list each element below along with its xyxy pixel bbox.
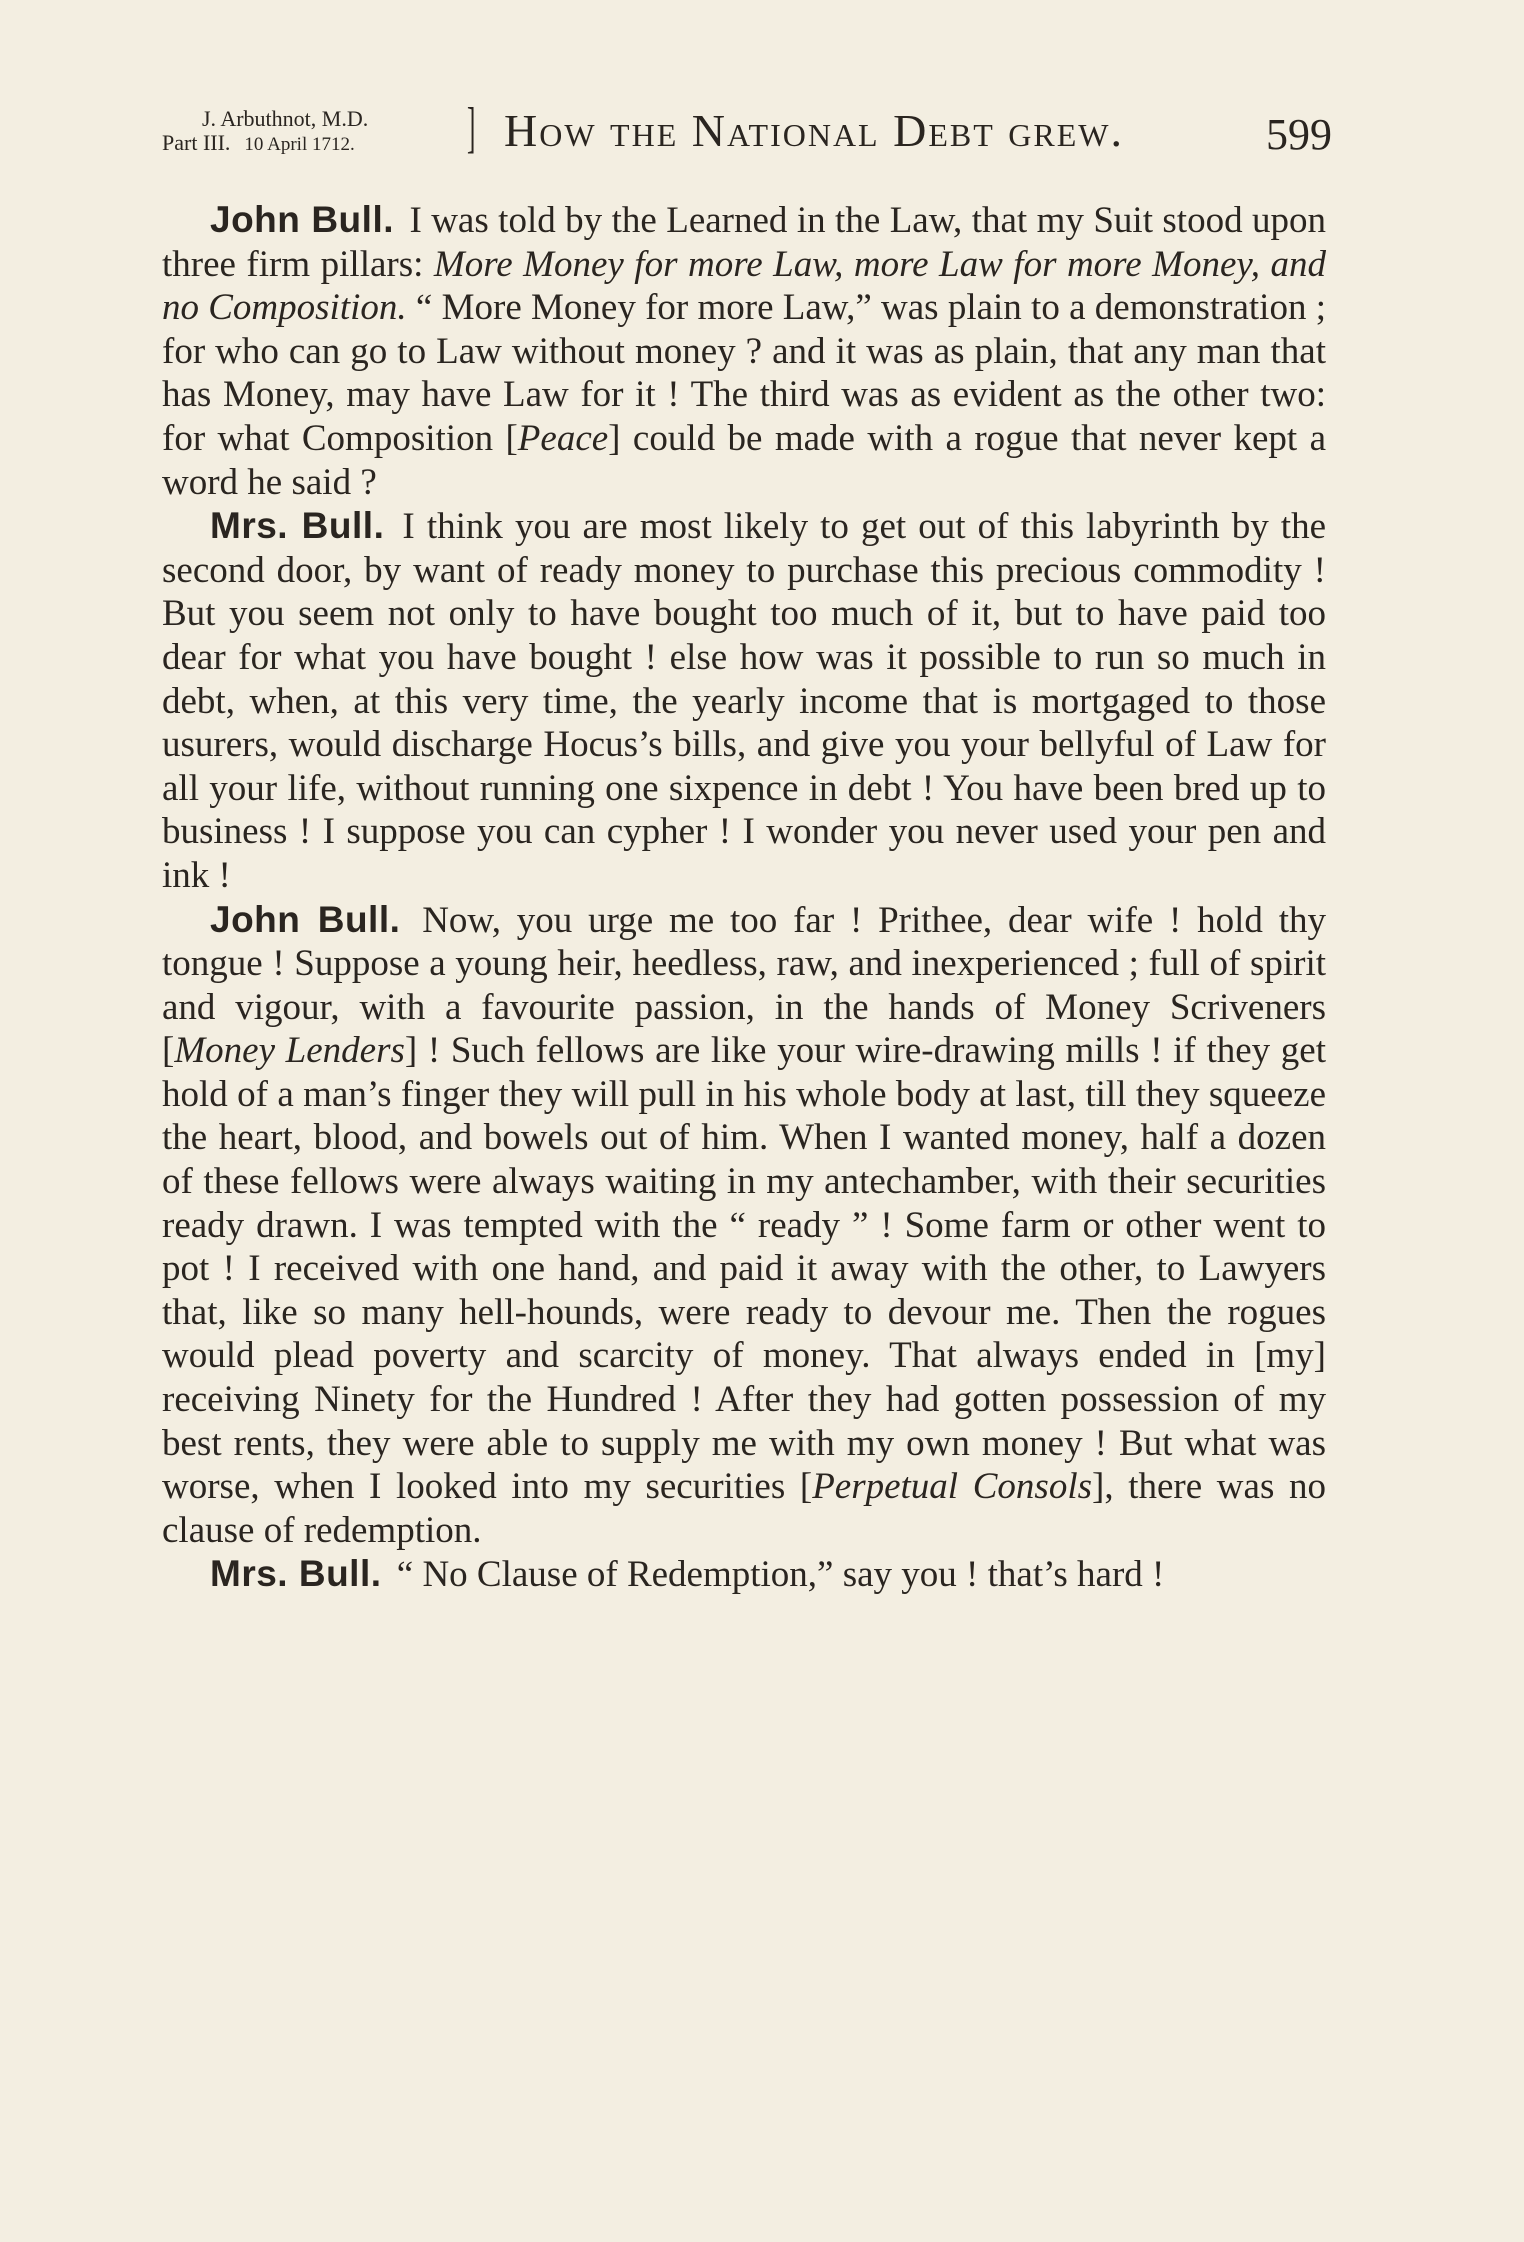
italic-text-run: Perpetual Consols <box>812 1466 1092 1508</box>
header-part: Part III. <box>162 130 231 155</box>
text-run: I was told by the Learned in the Law, that my Suit stood upon three firm pillars: <box>162 200 1327 285</box>
header-title: How the National Debt grew. <box>504 105 1124 156</box>
paragraph-text <box>162 200 1326 503</box>
header-attribution <box>162 102 462 162</box>
text-run: “ No Clause of Redemption,” say you ! that’s hard ! <box>396 1554 1165 1596</box>
page-number: 599 <box>1266 110 1332 159</box>
italic-text-run: More Money for more Law, more Law for more Money, and no Composition. <box>162 243 1326 329</box>
header-part-date <box>162 132 355 156</box>
dialogue-paragraph <box>162 198 1326 504</box>
paragraph-text <box>162 900 1326 1551</box>
text-run: ], there was no clause of redemption. <box>162 1466 1326 1551</box>
paragraph-text <box>162 506 1326 896</box>
speaker-name: John Bull. <box>210 199 395 240</box>
running-header <box>162 96 1332 166</box>
dialogue-paragraph <box>162 898 1326 1553</box>
speaker-name: Mrs. Bull. <box>210 505 385 547</box>
header-author: J. Arbuthnot, M.D. <box>202 106 369 131</box>
italic-text-run: Peace <box>517 417 609 459</box>
italic-text-run: Money Lenders <box>174 1030 405 1072</box>
text-run: ] ! Such fellows are like your wire-drawing mills ! if they get hold of a man’s finger they will pull in his whole body at last, till they squeeze the heart, blood, and bowels out of him. When I wanted money, half a dozen of these fellows were always waiting in my antechamber, with their securities ready drawn. I was tempted with the “ ready ” ! Some farm or other went to pot ! I received with one hand, and paid it away with the other, to Lawyers that, like so many hell-hounds, were ready to devour me. Then the rogues would plead poverty and scarcity of money. That always ended in [my] receiving Ninety for the Hundred ! After they had gotten possession of my best rents, they were able to supply me with my own money ! But what was worse, when I looked into my securities [ <box>162 1030 1327 1508</box>
speaker-name: John Bull. <box>210 898 401 940</box>
text-run: Now, you urge me too far ! Prithee, dear wife ! hold thy tongue ! Suppose a young heir, heedless, raw, and inexperienced ; full of spirit and vigour, with a favourite passion, in the hands of Money Scriveners [ <box>162 899 1327 1072</box>
header-bracket: ] <box>467 97 476 159</box>
text-run: “ More Money for more Law,” was plain to a demonstration ; for who can go to Law without money ? and it was as plain, that any man that has Money, may have Law for it ! The third was as evident as the other two: for what Composition [ <box>162 287 1326 459</box>
text-run: I think you are most likely to get out of this labyrinth by the second door, by want of ready money to purchase this precious commodity ! But you seem not only to have bought too much of it, but to have paid too dear for what you have bought ! else how was it possible to run so much in debt, when, at this very time, the yearly income that is mortgaged to those usurers, would discharge Hocus’s bills, and give you your bellyful of Law for all your life, without running one sixpence in debt ! You have been bred up to business ! I suppose you can cypher ! I wonder you never used your pen and ink ! <box>162 506 1326 896</box>
dialogue-paragraph <box>162 1552 1326 1597</box>
header-date: 10 April 1712. <box>244 134 355 155</box>
body-text <box>162 198 1326 1597</box>
paragraph-text <box>397 1554 1165 1595</box>
speaker-name: Mrs. Bull. <box>210 1553 382 1595</box>
dialogue-paragraph <box>162 504 1326 897</box>
text-run: ] could be made with a rogue that never kept a word he said ? <box>162 417 1326 503</box>
